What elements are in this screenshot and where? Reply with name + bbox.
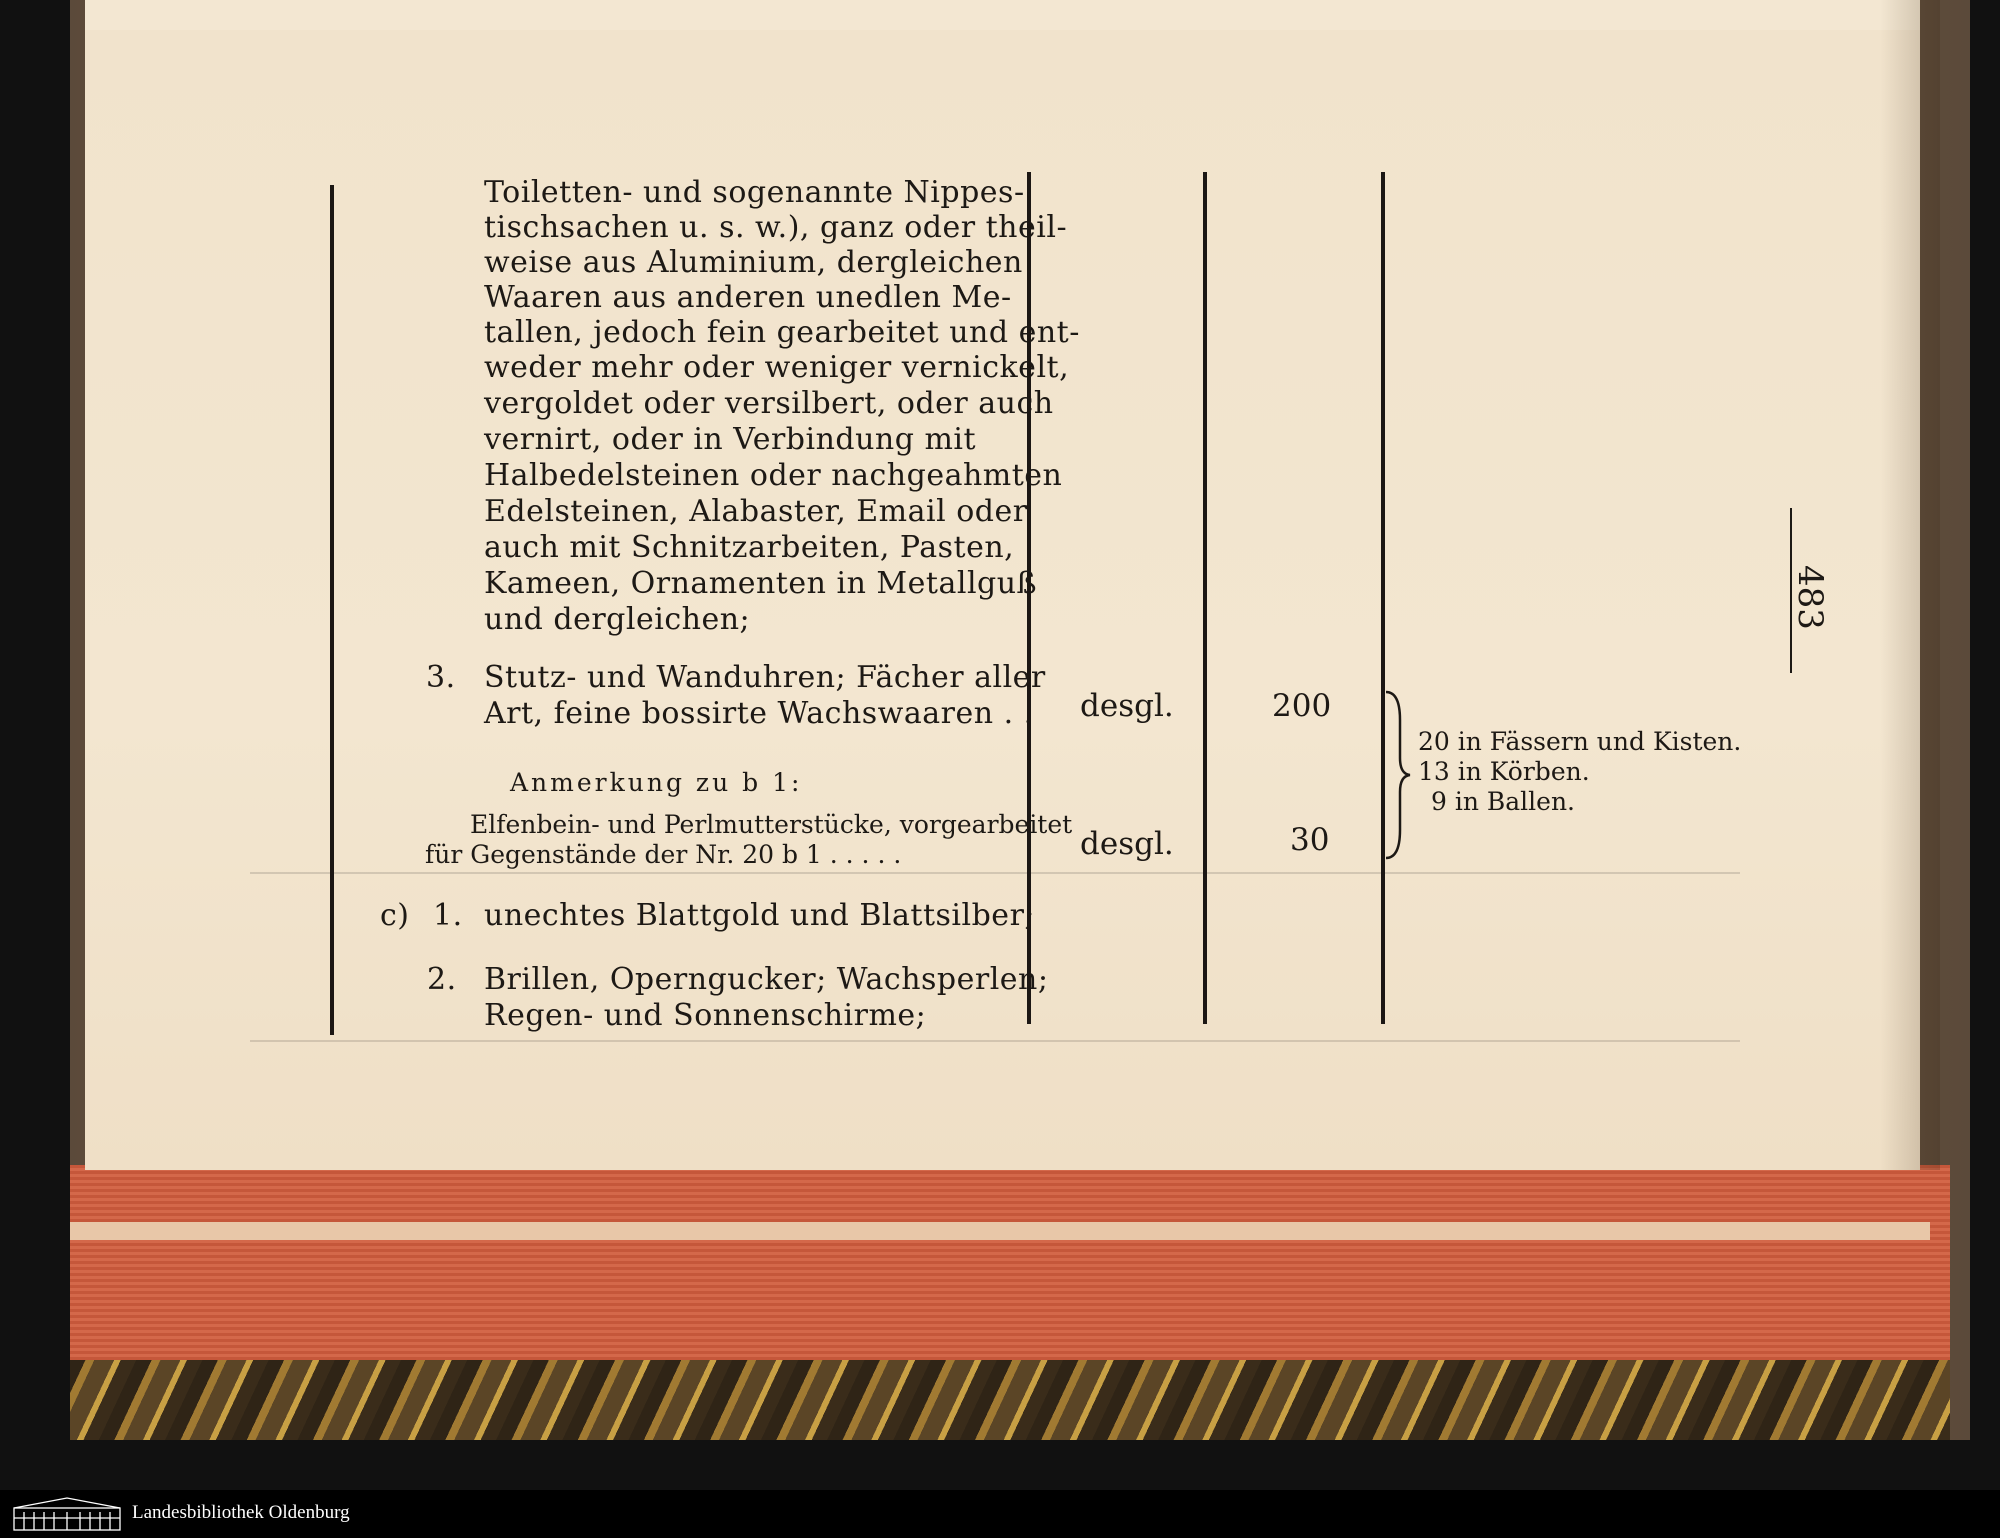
unit-cell: desgl.	[1080, 826, 1174, 862]
curly-brace	[1382, 690, 1412, 860]
tara-line: 20 in Fässern und Kisten.	[1418, 727, 1742, 756]
table-rule-rate	[1381, 172, 1385, 1024]
library-building-logo	[12, 1496, 122, 1532]
item-text-line: Art, feine bossirte Wachswaaren . .	[484, 696, 1034, 731]
note-text-line: Elfenbein- und Perlmutterstücke, vorgearbeitet	[470, 810, 1073, 839]
tara-line: 13 in Körben.	[1418, 757, 1590, 786]
description-line: Kameen, Ornamenten in Metallguß	[484, 566, 1038, 601]
item-text-line: Stutz- und Wanduhren; Fächer aller	[484, 660, 1046, 695]
description-line: vernirt, oder in Verbindung mit	[484, 422, 977, 457]
rate-cell: 30	[1290, 822, 1330, 858]
item-text-line: unechtes Blattgold und Blattsilber;	[484, 898, 1036, 933]
bleed-through-rule	[250, 872, 1740, 874]
rate-cell: 200	[1272, 688, 1332, 724]
table-rule-unit	[1203, 172, 1207, 1024]
item-number: 1.	[433, 898, 463, 933]
item-number: 3.	[426, 660, 456, 695]
footer-bar	[0, 1490, 2000, 1538]
note-text-line: für Gegenstände der Nr. 20 b 1 . . . . .	[425, 840, 902, 869]
unit-cell: desgl.	[1080, 688, 1174, 724]
page-number: 483	[1790, 565, 1830, 630]
section-label: c)	[380, 898, 410, 933]
description-line: Edelsteinen, Alabaster, Email oder	[484, 494, 1028, 529]
description-line: Toiletten- und sogenannte Nippes-	[484, 175, 1025, 210]
description-line: weise aus Aluminium, dergleichen	[484, 245, 1023, 280]
description-line: tallen, jedoch fein gearbeitet und ent-	[484, 315, 1080, 350]
previous-page-edge	[85, 0, 1920, 32]
description-line: und dergleichen;	[484, 602, 751, 637]
tara-line: 9 in Ballen.	[1431, 787, 1576, 816]
item-number: 2.	[427, 962, 457, 997]
description-line: Halbedelsteinen oder nachgeahmten	[484, 458, 1063, 493]
description-line: Waaren aus anderen unedlen Me-	[484, 280, 1012, 315]
spine-shadow	[1880, 0, 1940, 1170]
bleed-through-rule	[250, 1040, 1740, 1042]
library-name: Landesbibliothek Oldenburg	[132, 1502, 350, 1523]
table-rule-left	[330, 185, 334, 1035]
description-line: tischsachen u. s. w.), ganz oder theil-	[484, 210, 1068, 245]
description-line: auch mit Schnitzarbeiten, Pasten,	[484, 530, 1015, 565]
item-text-line: Brillen, Operngucker; Wachsperlen;	[484, 962, 1049, 997]
item-text-line: Regen- und Sonnenschirme;	[484, 998, 927, 1033]
note-heading: Anmerkung zu b 1:	[510, 768, 803, 797]
page-edge-gap	[70, 1222, 1930, 1240]
marbled-cover-edge	[70, 1360, 1950, 1440]
description-line: vergoldet oder versilbert, oder auch	[484, 386, 1054, 421]
description-line: weder mehr oder weniger vernickelt,	[484, 350, 1070, 385]
